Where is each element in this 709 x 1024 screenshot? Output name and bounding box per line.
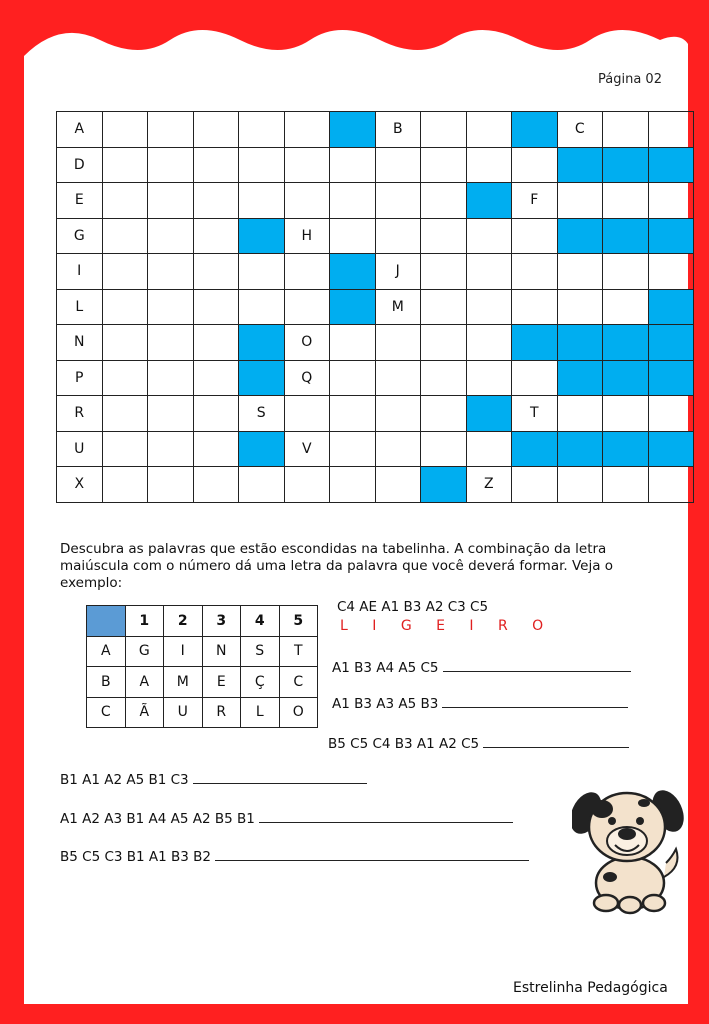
question-1 xyxy=(332,657,631,676)
grid-cell xyxy=(421,183,467,219)
example-answer: L I G E I R O xyxy=(340,618,554,634)
grid-cell xyxy=(284,183,330,219)
key-header-cell: 3 xyxy=(202,606,241,637)
grid-cell xyxy=(648,360,694,396)
grid-row xyxy=(57,289,694,325)
grid-cell xyxy=(330,396,376,432)
grid-cell xyxy=(557,218,603,254)
grid-cell xyxy=(239,218,285,254)
grid-cell xyxy=(466,396,512,432)
grid-cell xyxy=(193,183,239,219)
question-code: A1 B3 A3 A5 B3 xyxy=(332,696,439,712)
question-2 xyxy=(332,693,628,712)
grid-cell xyxy=(330,218,376,254)
grid-cell xyxy=(557,467,603,503)
grid-row-label: G xyxy=(57,218,103,254)
grid-cell xyxy=(557,325,603,361)
question-6 xyxy=(60,846,529,865)
grid-cell xyxy=(148,147,194,183)
grid-row xyxy=(57,396,694,432)
key-row xyxy=(87,636,318,667)
grid-cell xyxy=(330,254,376,290)
grid-cell xyxy=(648,289,694,325)
grid-cell xyxy=(284,147,330,183)
grid-cell xyxy=(603,112,649,148)
grid-cell xyxy=(466,147,512,183)
question-code: A1 B3 A4 A5 C5 xyxy=(332,660,439,676)
key-cell: R xyxy=(202,697,241,728)
key-cell: E xyxy=(202,667,241,698)
grid-cell xyxy=(421,431,467,467)
grid-cell xyxy=(421,467,467,503)
question-code: A1 A2 A3 B1 A4 A5 A2 B5 B1 xyxy=(60,811,255,827)
grid-cell xyxy=(375,218,421,254)
grid-cell xyxy=(603,183,649,219)
grid-cell xyxy=(239,254,285,290)
key-cell: I xyxy=(164,636,203,667)
grid-cell xyxy=(512,360,558,396)
grid-row xyxy=(57,360,694,396)
grid-cell xyxy=(193,112,239,148)
key-cell: Ã xyxy=(125,697,164,728)
key-cell: G xyxy=(125,636,164,667)
grid-cell xyxy=(603,431,649,467)
key-cell: L xyxy=(241,697,280,728)
grid-cell xyxy=(102,396,148,432)
grid-cell xyxy=(102,183,148,219)
grid-cell xyxy=(421,147,467,183)
key-header-cell: 1 xyxy=(125,606,164,637)
key-header-cell: 2 xyxy=(164,606,203,637)
grid-cell xyxy=(466,254,512,290)
grid-cell xyxy=(421,289,467,325)
grid-cell xyxy=(375,467,421,503)
key-cell: S xyxy=(241,636,280,667)
grid-cell xyxy=(148,360,194,396)
footer-brand: Estrelinha Pedagógica xyxy=(513,980,668,996)
key-row xyxy=(87,667,318,698)
grid-cell xyxy=(193,289,239,325)
grid-cell xyxy=(239,147,285,183)
grid-cell xyxy=(512,325,558,361)
grid-cell xyxy=(512,147,558,183)
grid-cell xyxy=(375,325,421,361)
grid-row xyxy=(57,147,694,183)
key-cell: Ç xyxy=(241,667,280,698)
key-cell: U xyxy=(164,697,203,728)
grid-cell xyxy=(557,396,603,432)
grid-cell: J xyxy=(375,254,421,290)
grid-cell xyxy=(603,467,649,503)
grid-cell xyxy=(102,289,148,325)
grid-cell: V xyxy=(284,431,330,467)
grid-cell xyxy=(148,289,194,325)
grid-cell xyxy=(330,289,376,325)
grid-cell xyxy=(239,431,285,467)
grid-cell xyxy=(102,218,148,254)
grid-cell xyxy=(466,218,512,254)
grid-cell xyxy=(557,147,603,183)
grid-row-label: U xyxy=(57,431,103,467)
grid-row-label: X xyxy=(57,467,103,503)
grid-cell: O xyxy=(284,325,330,361)
grid-cell: M xyxy=(375,289,421,325)
grid-cell xyxy=(330,325,376,361)
grid-cell: H xyxy=(284,218,330,254)
grid-cell xyxy=(648,431,694,467)
grid-cell xyxy=(102,325,148,361)
grid-cell xyxy=(421,325,467,361)
grid-row-label: D xyxy=(57,147,103,183)
grid-cell: Z xyxy=(466,467,512,503)
grid-cell: F xyxy=(512,183,558,219)
grid-row xyxy=(57,183,694,219)
grid-cell xyxy=(466,112,512,148)
grid-cell xyxy=(239,360,285,396)
grid-cell xyxy=(603,147,649,183)
grid-cell xyxy=(603,325,649,361)
grid-cell xyxy=(603,289,649,325)
grid-cell xyxy=(148,112,194,148)
grid-cell xyxy=(375,360,421,396)
key-header-cell: 4 xyxy=(241,606,280,637)
grid-cell xyxy=(193,254,239,290)
grid-cell xyxy=(466,289,512,325)
grid-cell xyxy=(421,396,467,432)
grid-row xyxy=(57,254,694,290)
grid-row xyxy=(57,325,694,361)
grid-cell xyxy=(148,183,194,219)
grid-cell xyxy=(375,396,421,432)
grid-cell xyxy=(193,360,239,396)
grid-cell xyxy=(648,254,694,290)
grid-cell xyxy=(148,467,194,503)
key-row-label: B xyxy=(87,667,126,698)
grid-cell xyxy=(193,325,239,361)
grid-cell xyxy=(648,147,694,183)
grid-cell xyxy=(603,218,649,254)
grid-cell xyxy=(648,396,694,432)
key-corner-cell xyxy=(87,606,126,637)
grid-row-label: I xyxy=(57,254,103,290)
grid-row xyxy=(57,467,694,503)
grid-cell xyxy=(648,467,694,503)
grid-cell xyxy=(284,289,330,325)
key-cell: N xyxy=(202,636,241,667)
grid-cell xyxy=(284,396,330,432)
grid-cell xyxy=(557,360,603,396)
grid-row xyxy=(57,112,694,148)
instructions-text: Descubra as palavras que estão escondidas na tabelinha. A combinação da letra maiúscula com o número dá uma letra da palavra que você deverá formar. Veja o exemplo: xyxy=(60,541,614,591)
grid-cell xyxy=(193,431,239,467)
grid-cell xyxy=(148,396,194,432)
grid-cell xyxy=(648,325,694,361)
grid-cell xyxy=(239,112,285,148)
page-number: Página 02 xyxy=(598,72,662,87)
grid-cell xyxy=(193,147,239,183)
grid-cell xyxy=(239,325,285,361)
grid-cell xyxy=(102,431,148,467)
grid-cell xyxy=(421,218,467,254)
grid-cell xyxy=(193,467,239,503)
grid-cell: S xyxy=(239,396,285,432)
key-cell: M xyxy=(164,667,203,698)
grid-cell xyxy=(284,467,330,503)
key-row-label: A xyxy=(87,636,126,667)
grid-cell xyxy=(603,396,649,432)
grid-cell: Q xyxy=(284,360,330,396)
grid-cell xyxy=(648,112,694,148)
grid-cell xyxy=(102,467,148,503)
answer-line[interactable] xyxy=(443,657,631,672)
grid-cell xyxy=(239,289,285,325)
question-3 xyxy=(328,733,629,752)
grid-cell xyxy=(102,112,148,148)
grid-cell xyxy=(557,254,603,290)
grid-row-label: L xyxy=(57,289,103,325)
answer-line[interactable] xyxy=(259,808,513,823)
key-row xyxy=(87,697,318,728)
grid-cell xyxy=(330,112,376,148)
grid-cell xyxy=(512,467,558,503)
grid-row-label: A xyxy=(57,112,103,148)
question-code: B1 A1 A2 A5 B1 C3 xyxy=(60,772,189,788)
grid-cell xyxy=(512,218,558,254)
key-cell: C xyxy=(279,667,318,698)
grid-cell xyxy=(330,431,376,467)
grid-row-label: P xyxy=(57,360,103,396)
grid-cell xyxy=(193,218,239,254)
question-4 xyxy=(60,769,367,788)
question-code: B5 C5 C4 B3 A1 A2 C5 xyxy=(328,736,480,752)
answer-line[interactable] xyxy=(215,846,529,861)
letter-grid xyxy=(56,111,694,503)
grid-cell xyxy=(239,467,285,503)
grid-cell xyxy=(375,431,421,467)
grid-cell: B xyxy=(375,112,421,148)
grid-cell xyxy=(466,325,512,361)
grid-cell xyxy=(102,254,148,290)
grid-cell xyxy=(421,254,467,290)
grid-cell xyxy=(512,254,558,290)
grid-cell xyxy=(648,183,694,219)
grid-row xyxy=(57,431,694,467)
grid-cell xyxy=(557,289,603,325)
grid-cell xyxy=(330,147,376,183)
grid-cell xyxy=(557,183,603,219)
grid-cell xyxy=(102,360,148,396)
grid-cell xyxy=(466,431,512,467)
question-5 xyxy=(60,808,513,827)
grid-row xyxy=(57,218,694,254)
key-table xyxy=(86,605,318,728)
key-row-label: C xyxy=(87,697,126,728)
grid-cell xyxy=(421,112,467,148)
grid-cell xyxy=(512,431,558,467)
grid-cell xyxy=(284,112,330,148)
grid-cell xyxy=(648,218,694,254)
grid-cell xyxy=(330,183,376,219)
answer-line[interactable] xyxy=(193,769,367,784)
example-code: C4 AE A1 B3 A2 C3 C5 xyxy=(337,599,489,615)
key-cell: A xyxy=(125,667,164,698)
grid-cell xyxy=(603,360,649,396)
grid-cell: T xyxy=(512,396,558,432)
grid-cell xyxy=(330,360,376,396)
grid-cell xyxy=(512,112,558,148)
question-code: B5 C5 C3 B1 A1 B3 B2 xyxy=(60,849,212,865)
grid-cell xyxy=(375,183,421,219)
grid-cell: C xyxy=(557,112,603,148)
key-cell: O xyxy=(279,697,318,728)
key-header-row xyxy=(87,606,318,637)
grid-cell xyxy=(512,289,558,325)
grid-row-label: R xyxy=(57,396,103,432)
grid-cell xyxy=(148,218,194,254)
key-cell: T xyxy=(279,636,318,667)
grid-cell xyxy=(148,254,194,290)
grid-row-label: E xyxy=(57,183,103,219)
key-header-cell: 5 xyxy=(279,606,318,637)
answer-line[interactable] xyxy=(483,733,629,748)
dog-illustration xyxy=(572,785,684,915)
grid-cell xyxy=(239,183,285,219)
grid-cell xyxy=(375,147,421,183)
grid-cell xyxy=(284,254,330,290)
grid-cell xyxy=(330,467,376,503)
grid-cell xyxy=(603,254,649,290)
grid-cell xyxy=(193,396,239,432)
grid-cell xyxy=(148,431,194,467)
grid-cell xyxy=(466,183,512,219)
grid-cell xyxy=(148,325,194,361)
grid-row-label: N xyxy=(57,325,103,361)
answer-line[interactable] xyxy=(442,693,628,708)
grid-cell xyxy=(421,360,467,396)
grid-cell xyxy=(102,147,148,183)
grid-cell xyxy=(466,360,512,396)
grid-cell xyxy=(557,431,603,467)
